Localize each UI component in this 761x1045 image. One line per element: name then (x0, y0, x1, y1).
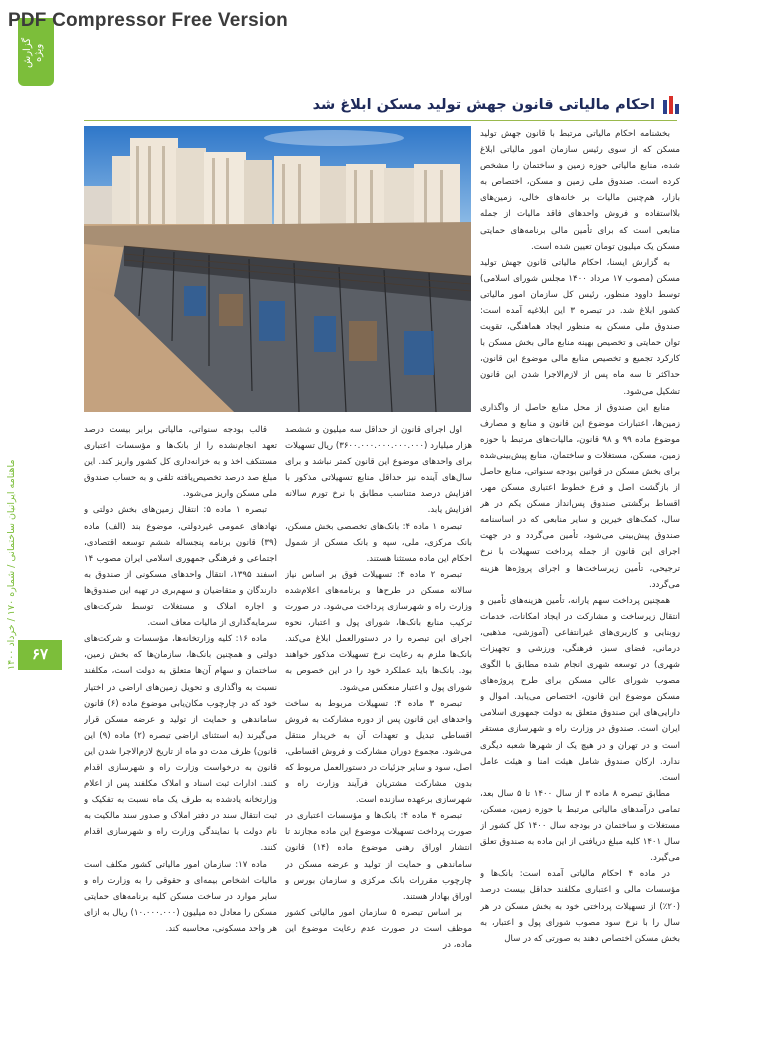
paragraph: تبصره ۱ ماده ۴: بانک‌های تخصصی بخش مسکن، بانک مرکزی، ملی، سپه و بانک مسکن از شمول احکام این ماده مستثنا هستند. (285, 521, 472, 564)
article-column-right (480, 126, 680, 1006)
construction-site-photo (84, 126, 471, 412)
side-caption-strip (0, 420, 28, 980)
paragraph: قالب بودجه سنواتی، مالیاتی برابر بیست درصد تعهد انجام‌نشده را از بانک‌ها و مؤسسات اعتباری مستنکف اخذ و به خزانه‌داری کل کشور واریز کند. این مبلغ صد درصد تخصیص‌یافته تلقی و به حساب صندوق ملی مسکن واریز می‌شود. (84, 425, 277, 500)
section-tab-label: گزارش ویژه (22, 37, 44, 69)
paragraph: در ماده ۴ احکام مالیاتی آمده است: بانک‌ها و مؤسسات مالی و اعتباری مکلفند حداقل بیست درصد (۲۰٪) از تسهیلات پرداختی خود به بخش مسکن در هر سال را با نرخ سود مصوب شورای پول و اعتبار، به بخش مسکن اختصاص دهند به صورتی که در سال (480, 869, 680, 944)
side-caption: ماهنامه ایرانیان ساختمانی / شماره ۱۷۰ / خرداد ۱۴۰۰ (6, 459, 17, 670)
paragraph: تبصره ۴ ماده ۴: بانک‌ها و مؤسسات اعتباری در صورت پرداخت تسهیلات موضوع این ماده مجازند تا انتشار اوراق رهنی موضوع ماده (۱۴) قانون ساماندهی و حمایت از تولید و عرضه مسکن در چارچوب مقررات بانک مرکزی و سازمان بورس و اوراق بهادار هستند. (285, 811, 472, 902)
bar-chart-icon (663, 96, 679, 114)
paragraph: تبصره ۱ ماده ۵: انتقال زمین‌های بخش دولتی و نهادهای عمومی غیردولتی، موضوع بند (الف) ماده (۳۹) قانون برنامه پنجساله ششم توسعه اقتصادی، اجتماعی و فرهنگی جمهوری اسلامی ایران مصوب ۱۴ اسفند ۱۳۹۵، انتقال واحدهای مسکونی از صندوق به دارندگان و متقاضیان و سهم‌بری در تهیه این صندوق‌ها و اجاره املاک و مستغلات توسط شرکت‌های سرمایه‌گذاری از مالیات معاف است. (84, 505, 277, 629)
headline-row (79, 92, 679, 118)
article-column-left (84, 422, 277, 942)
page-number: ۶۷ (18, 640, 62, 670)
paragraph: مطابق تبصره ۸ ماده ۳ از سال ۱۴۰۰ تا ۵ سال بعد، تمامی درآمدهای مالیاتی مرتبط با حوزه زمین، مسکن، مستغلات و ساختمان در بودجه سال ۱۴۰۰ کل کشور از سال ۱۴۰۱ کلیه مبلغ دریافتی از این ماده به صندوق تعلق می‌گیرد. (480, 788, 680, 864)
paragraph: تبصره ۳ ماده ۴: تسهیلات مربوط به ساخت واحدهای این قانون پس از دوره مشارکت به فروش اقساطی تبدیل و تعهدات آن به خریدار منتقل می‌شود. مجموع دوران مشارکت و فروش اقساطی، اصل، سود و سایر جزئیات در دستورالعمل مربوط که بدون مشارکت مشتریان فرآیند وزارت راه و شهرسازی برعهده سازنده است. (285, 698, 472, 806)
paragraph: به گزارش ایسنا، احکام مالیاتی قانون جهش تولید مسکن (مصوب ۱۷ مرداد ۱۴۰۰ مجلس شورای اسلامی) توسط داوود منظور، رئیس کل سازمان امور مالیاتی کشور ابلاغ شد. در تبصره ۳ این ابلاغیه آمده است: صندوق ملی مسکن به منظور ایجاد هماهنگی، تقویت توان حمایتی و تخصیص بهینه منابع مالی بخش مسکن با کارکرد تجمیع و تخصیص منابع مالی موضوع این قانون، حداکثر تا سه ماه پس از لازم‌الاجرا شدن این قانون تشکیل می‌شود. (480, 257, 680, 397)
paragraph: اول اجرای قانون از حداقل سه میلیون و ششصد هزار میلیارد (۳۶۰۰.۰۰۰.۰۰۰.۰۰۰.۰۰۰) ریال تسهیلات برای واحدهای موضوع این قانون کمتر نباشد و برای سال‌های آینده نیز حداقل منابع تسهیلاتی مذکور با افزایش درصد متناسب مطابق با نرخ تورم سالانه افزایش یابد. (285, 425, 472, 516)
paragraph: بر اساس تبصره ۵ سازمان امور مالیاتی کشور موظف است در صورت عدم رعایت موضوع این ماده، در (285, 907, 472, 950)
paragraph: بخشنامه احکام مالیاتی مرتبط با قانون جهش تولید مسکن که از سوی رئیس سازمان امور مالیاتی ابلاغ شده، منابع مالیاتی حوزه زمین و ساختمان را مشخص کرده است. صندوق ملی زمین و مسکن، اختصاص به بازار، هم‌چنین مالیات بر خانه‌های خالی، زمین‌های بلااستفاده و فروش واحدهای فاقد مالیات از جمله منابعی است که برای تأمین مالی برنامه‌های حمایتی مسکن یک میلیون تومان تعیین شده است. (480, 129, 680, 252)
watermark-text: PDF Compressor Free Version (8, 10, 288, 31)
paragraph: ماده ۱۶: کلیه وزارتخانه‌ها، مؤسسات و شرکت‌های دولتی و همچنین بانک‌ها، سازمان‌ها که بخش زمین، ساختمان و سهام آن‌ها متعلق به دولت است، مکلفند نسبت به واگذاری و تحویل زمین‌های اراضی در اختیار خود که در چارچوب مکان‌یابی موضوع ماده (۶) قانون ساماندهی و حمایت از تولید و عرضه مسکن قرار می‌گیرند (به استثنای اراضی تبصره (۲) ماده (۹) این قانون) ظرف مدت دو ماه از تاریخ لازم‌الاجرا شدن این قانون به درخواست وزارت راه و شهرسازی اقدام کنند. ادارات ثبت اسناد و املاک مکلفند پس از اعلام وزارتخانه یادشده به طرف یک ماه نسبت به تفکیک و ثبت انتقال سند در دفتر املاک و صدور سند مالکیت به نام دولت با نمایندگی وزارت راه و شهرسازی اقدام کنند. (84, 634, 277, 854)
title-divider (84, 120, 677, 121)
paragraph: منابع این صندوق از محل منابع حاصل از واگذاری زمین‌ها، اعتبارات موضوع این قانون و منابع و مصارف موضوع ماده ۹۹ و ۹۸ قانون، مالیات‌های مرتبط با حوزه زمین، مسکن، مستغلات و ساختمان، منابع پیش‌بینی‌شده برای بخش مسکن در قوانین بودجه سنواتی، منابع حاصل از بازگشت اصل و فرع خطوط اعتباری مسکن مهر، اقساط برگشتی صندوق پس‌انداز مسکن یکم در هر سال، کمک‌های خیرین و سایر منابعی که در اساسنامه صندوق پیش‌بینی می‌شود، تأمین می‌گردد و در جهت اجرای این قانون از جمله پرداخت تسهیلات با نرخ ترجیحی، تأمین زیرساخت‌ها و اجرای پروژه‌ها هزینه می‌گردد. (480, 402, 680, 590)
paragraph: ماده ۱۷: سازمان امور مالیاتی کشور مکلف است مالیات اشخاص بیمه‌ای و حقوقی را به وزارت راه و سایر موارد در ساخت مسکن کلیه برنامه‌های حمایتی مسکن را معادل ده میلیون (۱۰.۰۰۰.۰۰۰) ریال به ازای هر واحد مسکونی، محاسبه کند. (84, 859, 277, 934)
article-title: احکام مالیاتی قانون جهش تولید مسکن ابلاغ شد (312, 97, 655, 113)
paragraph: تبصره ۲ ماده ۴: تسهیلات فوق بر اساس نیاز سالانه مسکن در طرح‌ها و برنامه‌های اعلام‌شده وزارت راه و شهرسازی پرداخت می‌شود. در صورت ترکیب منابع بانک‌ها، شورای پول و اعتبار، نحوه اجرای این تبصره را در دستورالعمل ابلاغ می‌کند. بانک‌ها ملزم به رعایت نرخ تسهیلات مذکور خواهند بود. بانک‌ها باید عملکرد خود را در این خصوص به شورای پول و اعتبار منعکس می‌شود. (285, 569, 472, 693)
article-column-middle (285, 422, 472, 1012)
paragraph: همچنین پرداخت سهم یارانه، تأمین هزینه‌های تأمین و انتقال زیرساخت و مشارکت در ایجاد امکانات، خدمات روبنایی و کاربری‌های غیرانتفاعی (آموزشی، مذهبی، درمانی، فضای سبز، فرهنگی، ورزشی و تجهیزات شهری) در توسعه شهری انجام شده مطابق با الگوی مصوب شورای عالی مسکن برای طرح پروژه‌های مسکن موضوع این قانون، اختصاص می‌یابد. اموال و دارایی‌های این صندوق متعلق به دولت جمهوری اسلامی ایران است. صندوق در وزارت راه و شهرسازی مستقر است و در تهران و در هیچ یک از شهرها شعبه دیگری ندارد. ارکان صندوق شامل هیئت امنا و هیئت عامل است. (480, 595, 680, 783)
